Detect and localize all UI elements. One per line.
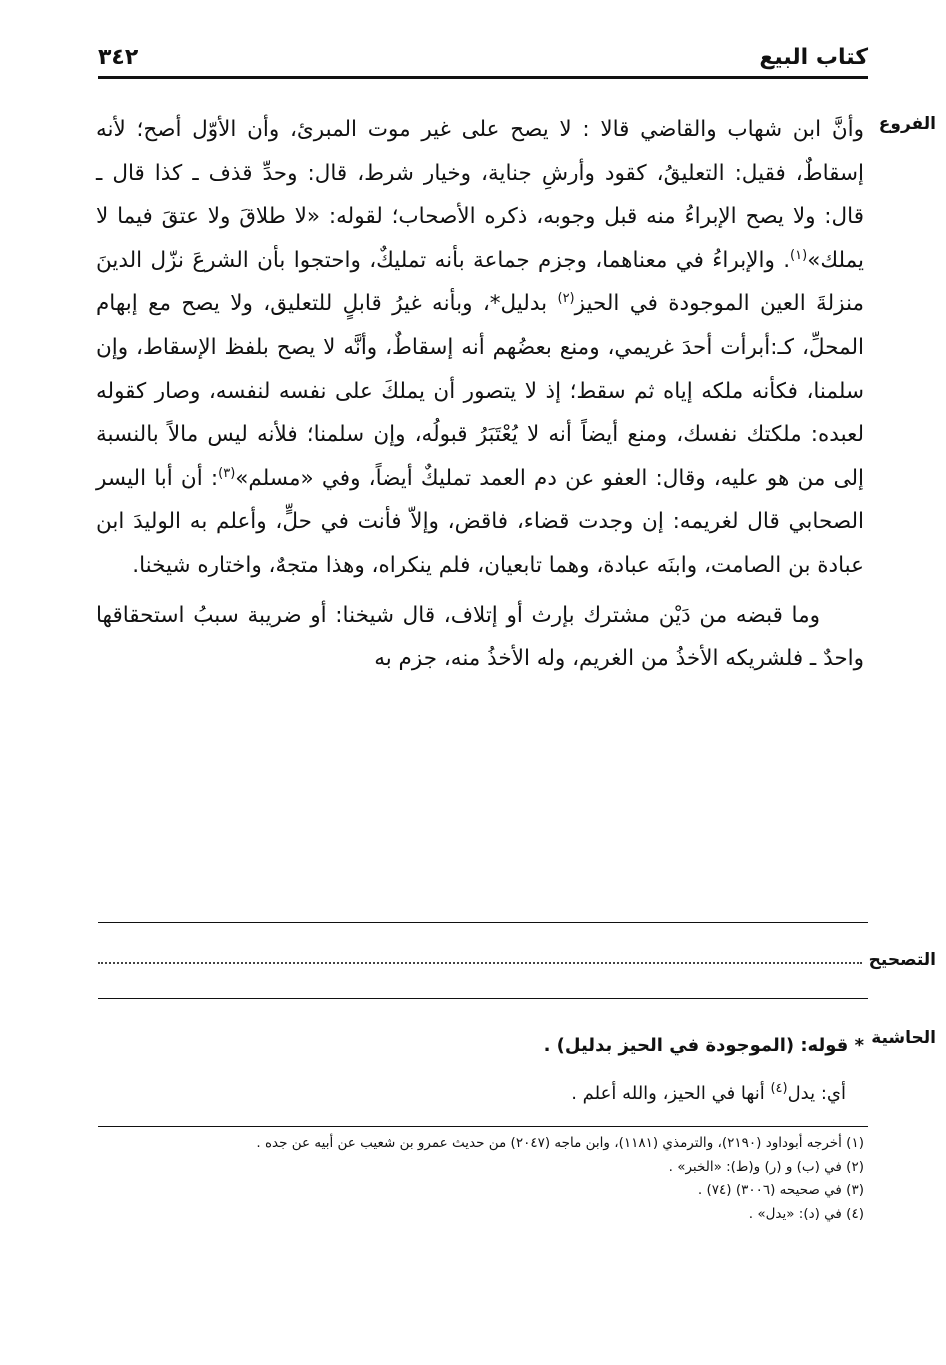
paragraph-1: [96, 108, 864, 588]
header-rule: [98, 76, 868, 79]
footnote-1: (١) أخرجه أبوداود (٢١٩٠)، والترمذي (١١٨١)، وابن ماجه (٢٠٤٧) من حديث عمرو بن شعيب عن أبيه عن جده .: [256, 1135, 864, 1151]
paragraph-2: وما قبضه من دَيْن مشترك بإرث أو إتلاف، قال شيخنا: أو ضريبة سببُ استحقاقها واحدٌ ـ فلشريكه الأخذُ من الغريم، وله الأخذُ منه، جزم به: [96, 602, 864, 672]
side-label-tashih: التصحيح: [868, 950, 936, 970]
section-rule-top: [98, 922, 868, 923]
page-number: ٣٤٢: [98, 45, 139, 70]
page-header: [98, 40, 868, 70]
paragraph-1-part-1: وأنَّ ابن شهاب والقاضي قالا : لا يصح على غير موت المبرئ، وأن الأوّل أصح؛ لأنه إسقاطٌ، فقيل: التعليقُ، كقود وأرشِ جناية، وخيار شرط، قال: وحدِّ قذف ـ كذا قال ـ قال: ولا يصح الإبراءُ منه قبل وجوبه، ذكره الأصحاب؛ لقوله: «لا طلاقَ ولا عتقَ فيما لا يملك»: [96, 117, 864, 273]
footnote-ref-1: (١): [790, 247, 808, 263]
paragraph-1-part-3: بدليل*، وبأنه غيرُ قابلٍ للتعليق، ولا يصح مع إبهام المحلِّ، كـ:أبرأت أحدَ غريمي، ومنع بعضُهم أنه إسقاطٌ، وأنَّه لا يصح بلفظ الإسقاط، وإن سلمنا، فكأنه ملكه إياه ثم سقط؛ إذ لا يتصور أن يملكَ على نفسه لنفسه، وصار كقوله لعبده: ملكتك نفسك، ومنع أيضاً أنه لا يُعْتَبَرُ قبولُه، وإن سلمنا؛ فلأنه ليس مالاً بالنسبة إلى من هو عليه، وقال: العفو عن دم العمد تمليكٌ أيضاً، وفي «مسلم»: [96, 291, 864, 491]
paragraph-1-part-2: . والإبراءُ في معناهما، وجزم جماعة بأنه تمليكٌ، واحتجوا بأن الشرعَ نزّل الدينَ منزلةَ العين الموجودة في الحيز: [96, 247, 865, 317]
footnotes: [96, 1132, 864, 1226]
footnote-ref-2: (٢): [557, 291, 575, 307]
footnotes-rule: [98, 1126, 868, 1127]
footnote-ref-3: (٣): [218, 465, 236, 481]
footnote-2: (٢) في (ب) و (ر) و(ط): «الخبر» .: [668, 1158, 864, 1175]
side-label-furu: الفروع: [878, 114, 936, 134]
tashih-dotted-line: [98, 962, 862, 964]
footnote-4: (٤) في (د): «يدل» .: [748, 1205, 864, 1222]
side-label-hashiya: الحاشية: [871, 1028, 936, 1048]
hashiya-text: [96, 1022, 864, 1118]
main-text: [96, 108, 864, 681]
hashiya-line-2-part-b: أنها في الحيز، والله أعلم .: [571, 1083, 771, 1104]
footnote-ref-4: (٤): [770, 1081, 788, 1096]
book-title: كتاب البيع: [759, 45, 868, 70]
hashiya-line-2: [96, 1070, 864, 1118]
hashiya-line-1: * قوله: (الموجودة في الحيز بدليل) .: [543, 1035, 864, 1056]
footnote-3: (٣) في صحيحه (٣٠٠٦) (٧٤) .: [697, 1182, 864, 1198]
hashiya-line-2-part-a: أي: يدل: [787, 1083, 846, 1104]
paragraph-1-part-4: : أن أبا اليسر الصحابي قال لغريمه: إن وجدت قضاء، فاقض، وإلاّ فأنت في حلٍّ، وأعلم به الوليدَ ابن عبادة بن الصامت، وابنَه عبادة، وهما تابعيان، فلم ينكراه، وهذا متجهٌ، واختاره شيخنا.: [96, 465, 864, 578]
section-rule-bottom: [98, 998, 868, 999]
